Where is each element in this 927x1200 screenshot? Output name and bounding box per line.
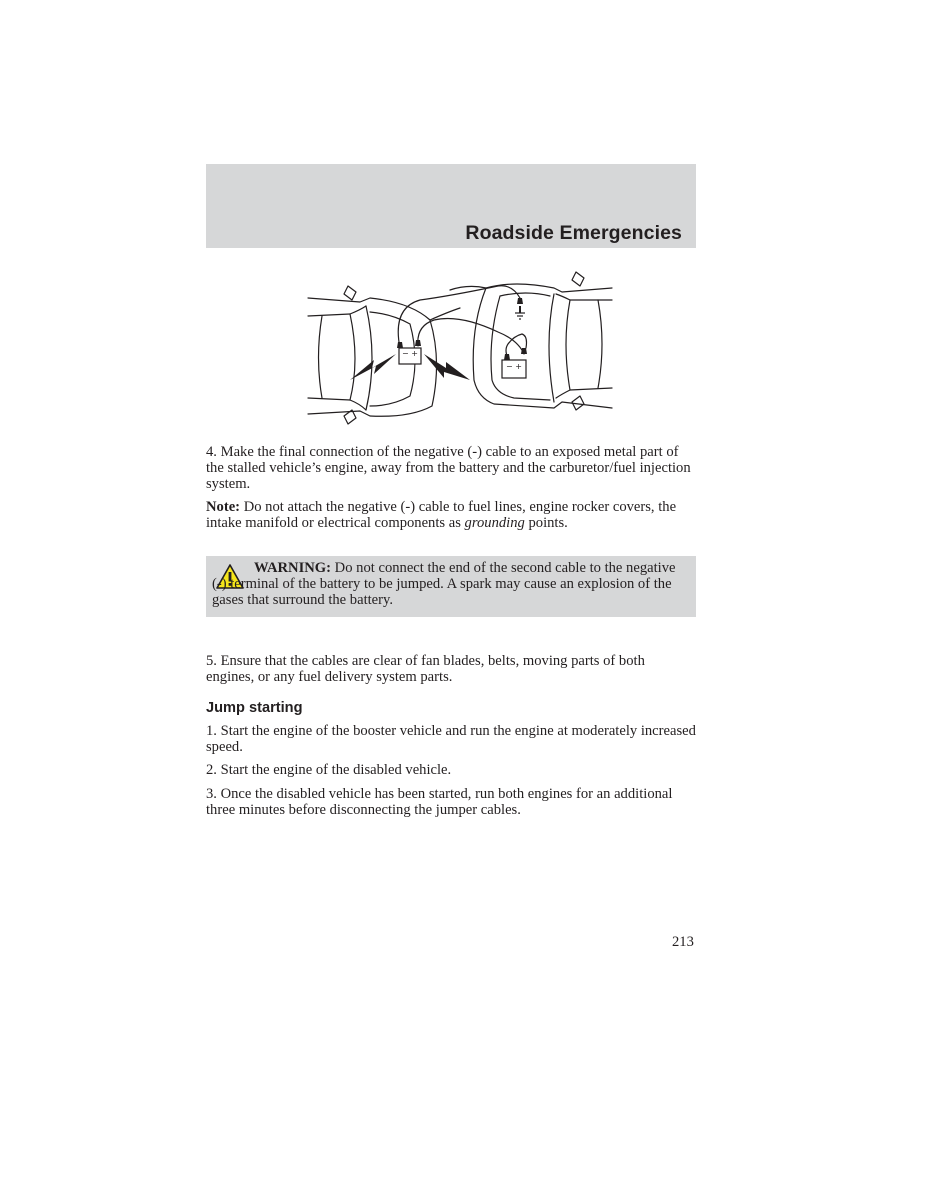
warning-paragraph	[212, 561, 684, 608]
left-battery-label: − +	[402, 349, 418, 358]
spark-left-icon	[350, 354, 396, 380]
spark-right-icon	[424, 354, 470, 380]
jump-step-2: 2. Start the engine of the disabled vehicle.	[206, 762, 452, 778]
note-text-before: Do not attach the negative (-) cable to fuel lines, engine rocker covers, the intake manifold or electrical components as	[206, 499, 677, 531]
warning-text: Do not connect the end of the second cable to the negative (-) terminal of the battery to be jumped. A spark may cause an explosion of the gases that surround the battery.	[212, 560, 676, 608]
note-label: Note:	[206, 499, 241, 515]
warning-box	[206, 556, 696, 617]
step-5-text: 5. Ensure that the cables are clear of fan blades, belts, moving parts of both engines, or any fuel delivery system parts.	[206, 653, 645, 685]
note-emphasis: grounding	[464, 514, 525, 531]
right-battery-label: − +	[506, 362, 522, 371]
warning-label: WARNING:	[254, 560, 332, 576]
note-text-after: points.	[524, 514, 568, 531]
page-number: 213	[672, 934, 694, 950]
section-title: Roadside Emergencies	[465, 222, 682, 244]
section-header-band	[206, 164, 696, 248]
jumper-cable-diagram	[300, 268, 620, 428]
jump-step-3: 3. Once the disabled vehicle has been started, run both engines for an additional three minutes before disconnecting the jumper cables.	[206, 786, 673, 818]
jump-step-1: 1. Start the engine of the booster vehicle and run the engine at moderately increased speed.	[206, 723, 696, 755]
jump-starting-heading: Jump starting	[206, 700, 303, 716]
note-paragraph	[206, 500, 696, 532]
step-4-text: 4. Make the final connection of the negative (-) cable to an exposed metal part of the stalled vehicle’s engine, away from the battery and the carburetor/fuel injection system.	[206, 444, 691, 492]
